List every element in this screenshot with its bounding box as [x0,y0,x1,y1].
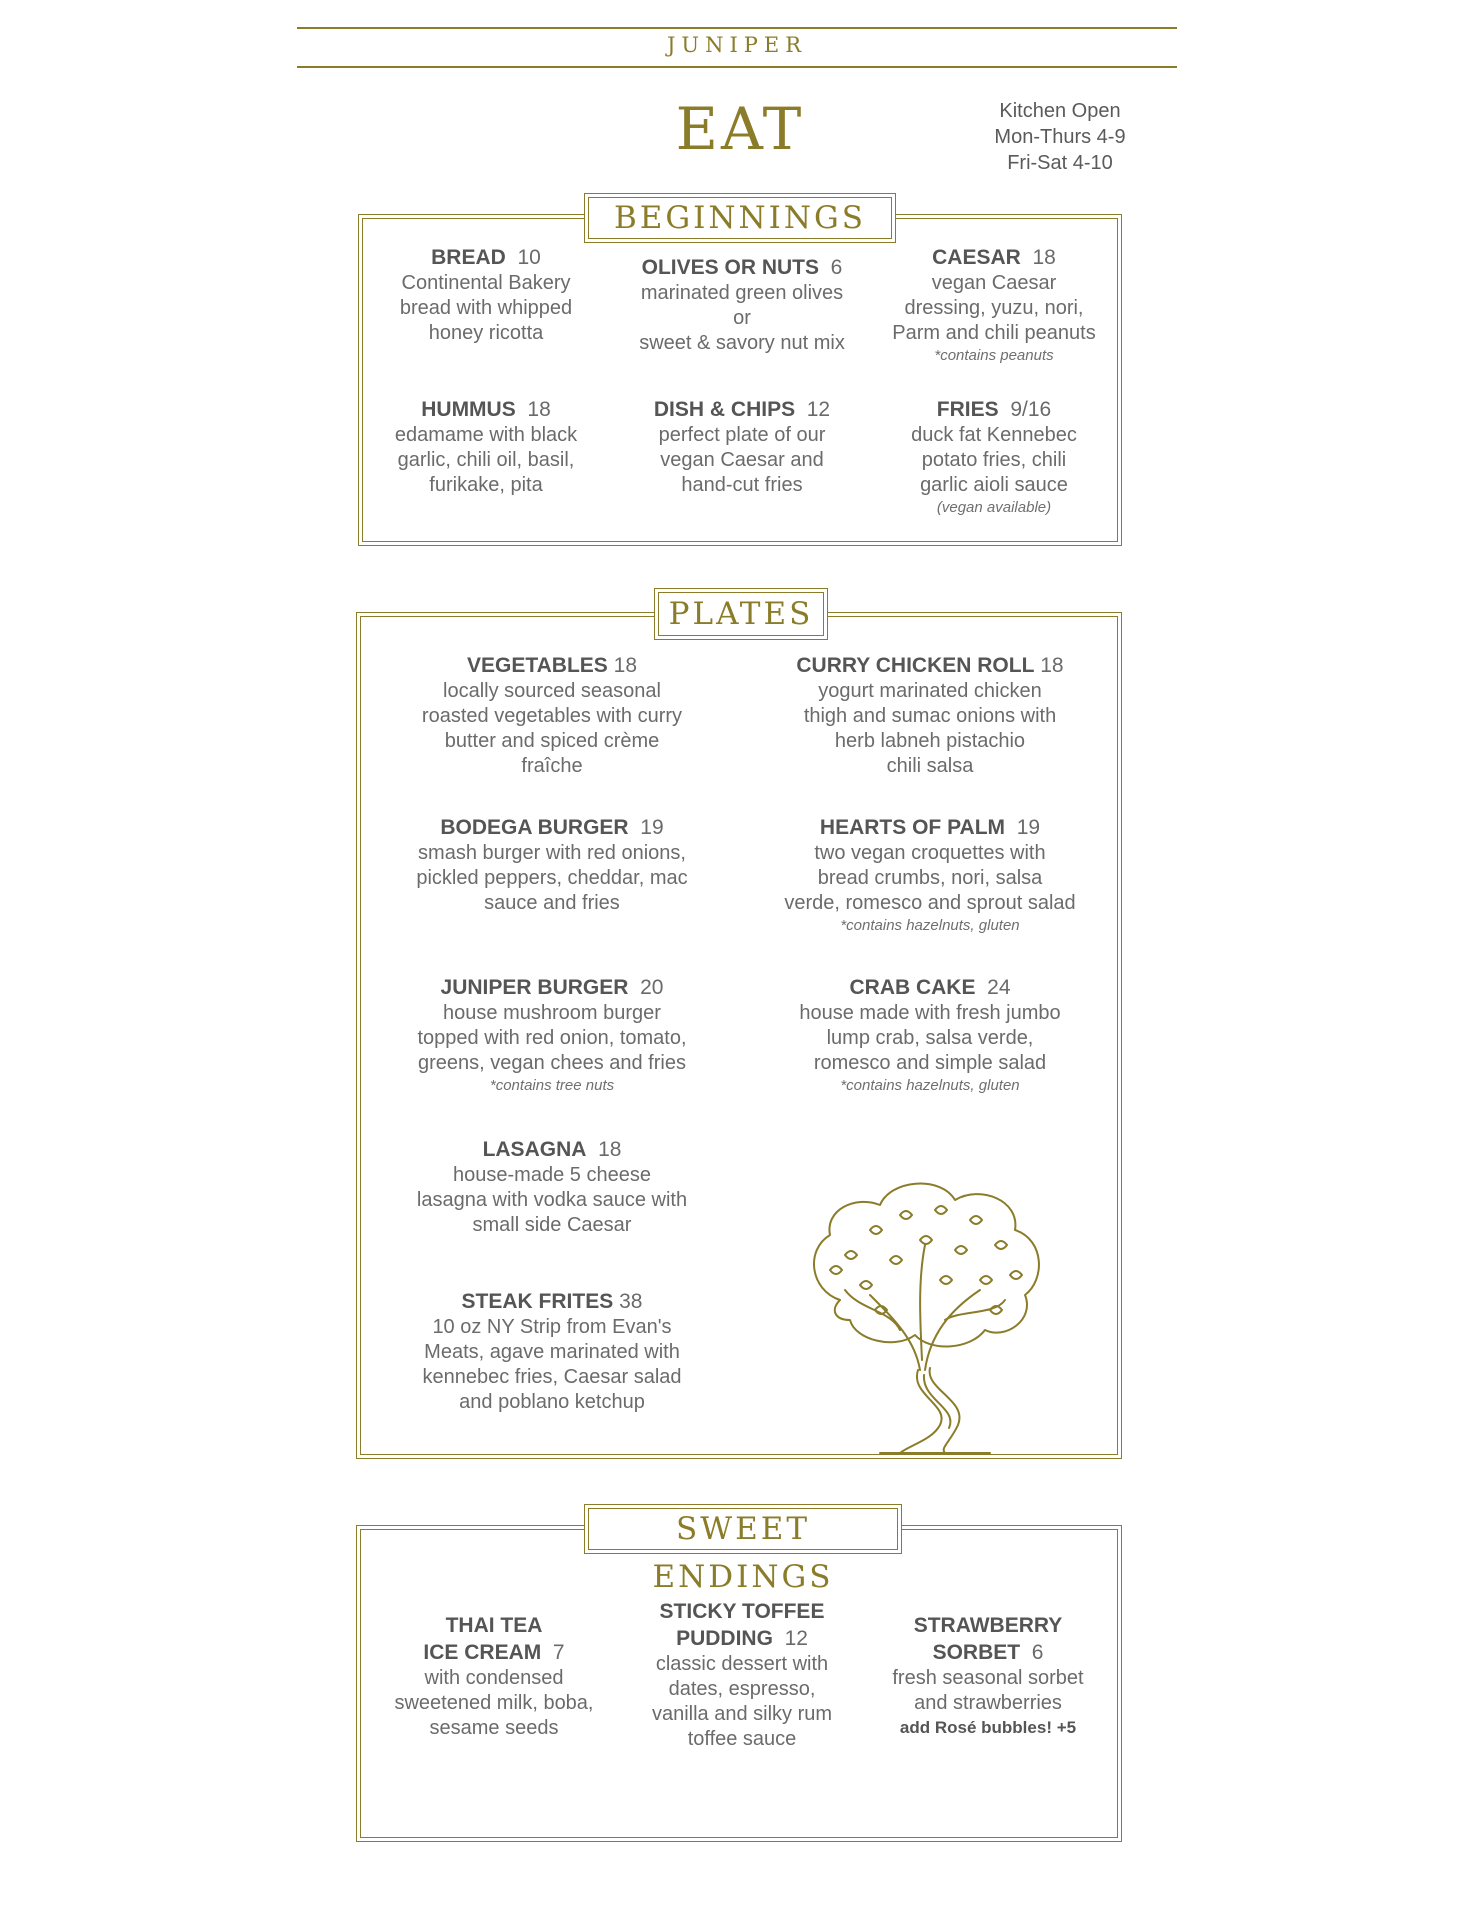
item-desc: romesco and simple salad [813,1052,1047,1074]
item-desc: bread with whipped [399,297,573,319]
menu-item-fries [874,396,1114,517]
item-desc: kennebec fries, Caesar salad [422,1366,682,1388]
item-desc: small side Caesar [472,1214,632,1236]
sweet-endings-label-box [584,1504,902,1595]
menu-item-bodega-burger [392,814,712,916]
item-price: 7 [552,1641,565,1664]
item-desc: thigh and sumac onions with [803,705,1057,727]
item-name: DISH & CHIPS [653,398,796,421]
item-desc: sweetened milk, boba, [394,1692,594,1714]
item-desc: sauce and fries [484,892,620,914]
item-price: 12 [784,1627,808,1650]
item-price: 38 [619,1290,643,1313]
item-desc: herb labneh pistachio [834,730,1026,752]
item-desc: verde, romesco and sprout salad [784,892,1076,914]
item-note: *contains hazelnuts, gluten [840,917,1020,934]
menu-item-dish-and-chips [606,396,878,498]
item-desc: honey ricotta [428,322,544,344]
menu-item-steak-frites [392,1288,712,1415]
item-desc: and strawberries [914,1692,1062,1714]
item-price: 18 [613,654,637,677]
item-name: ICE CREAM [423,1641,542,1664]
item-name: FRIES [936,398,999,421]
item-desc: chili salsa [886,755,974,777]
item-desc: vegan Caesar [931,272,1057,294]
item-price: 18 [598,1138,622,1161]
menu-item-sticky-toffee-pudding [624,1598,860,1752]
menu-item-thai-tea-ice-cream [372,1612,616,1741]
hours-line: Kitchen Open [999,100,1121,122]
menu-item-juniper-burger [392,974,712,1095]
item-name: THAI TEA [445,1614,543,1637]
menu-item-vegetables [392,652,712,779]
item-desc: vegan Caesar and [660,449,824,471]
item-name: SORBET [932,1641,1021,1664]
item-desc: Meats, agave marinated with [424,1341,680,1363]
item-desc: garlic, chili oil, basil, [397,449,575,471]
item-name: CURRY CHICKEN ROLL [796,654,1035,677]
item-desc: yogurt marinated chicken [818,680,1042,702]
item-price: 24 [987,976,1011,999]
item-desc: toffee sauce [687,1728,797,1750]
brand-name: JUNIPER [666,33,808,57]
item-name: HUMMUS [421,398,516,421]
item-desc: classic dessert with [655,1653,829,1675]
item-desc: or [733,307,751,329]
kitchen-hours [960,98,1160,176]
juniper-tree-icon [800,1170,1060,1455]
item-note: (vegan available) [936,499,1052,516]
item-desc: lasagna with vodka sauce with [416,1189,688,1211]
item-desc: fraîche [521,755,583,777]
header-bottom-rule [297,66,1177,68]
item-desc: topped with red onion, tomato, [417,1027,687,1049]
item-desc: locally sourced seasonal [443,680,661,702]
menu-item-bread [368,244,604,346]
hours-line: Mon-Thurs 4-9 [994,126,1126,148]
item-price: 9/16 [1010,398,1052,421]
item-price: 10 [517,246,541,269]
item-name: BODEGA BURGER [440,816,629,839]
item-desc: furikake, pita [429,474,543,496]
menu-item-hummus [368,396,604,498]
menu-item-hearts-of-palm [770,814,1090,935]
item-desc: roasted vegetables with curry [421,705,683,727]
item-price: 18 [527,398,551,421]
item-name: STEAK FRITES [461,1290,614,1313]
section-label: SWEET ENDINGS [652,1511,834,1595]
item-desc: dates, espresso, [668,1678,816,1700]
item-name: STICKY TOFFEE [659,1600,825,1623]
menu-item-crab-cake [770,974,1090,1095]
item-desc: vanilla and silky rum [651,1703,833,1725]
item-desc: perfect plate of our [658,424,826,446]
item-desc: fresh seasonal sorbet [892,1667,1084,1689]
item-price: 18 [1032,246,1056,269]
item-name: VEGETABLES [467,654,608,677]
menu-item-caesar [874,244,1114,365]
item-desc: dressing, yuzu, nori, [904,297,1084,319]
item-desc: Continental Bakery [401,272,571,294]
menu-item-strawberry-sorbet [870,1612,1106,1740]
item-desc: house mushroom burger [443,1002,661,1024]
item-desc: lump crab, salsa verde, [826,1027,1034,1049]
item-price: 6 [1031,1641,1044,1664]
item-desc: and poblano ketchup [459,1391,645,1413]
item-desc: two vegan croquettes with [814,842,1046,864]
item-price: 20 [640,976,664,999]
section-label: BEGINNINGS [613,200,867,236]
menu-item-olives-or-nuts [606,254,878,356]
header-top-rule [297,27,1177,29]
item-desc: smash burger with red onions, [418,842,686,864]
item-name: HEARTS OF PALM [819,816,1006,839]
item-price: 19 [1016,816,1041,839]
item-desc: bread crumbs, nori, salsa [817,867,1043,889]
item-name: CRAB CAKE [849,976,976,999]
item-name: CAESAR [932,246,1021,269]
item-price: 6 [830,256,843,279]
item-addon: add Rosé bubbles! +5 [899,1718,1077,1737]
item-desc: sesame seeds [429,1717,559,1739]
item-desc: duck fat Kennebec [911,424,1077,446]
item-name: OLIVES OR NUTS [641,256,819,279]
item-price: 12 [806,398,831,421]
hours-line: Fri-Sat 4-10 [1007,152,1113,174]
menu-item-curry-chicken-roll [770,652,1090,779]
item-desc: with condensed [424,1667,564,1689]
item-name: PUDDING [676,1627,773,1650]
item-note: *contains peanuts [934,347,1054,364]
item-desc: pickled peppers, cheddar, mac [416,867,688,889]
item-price: 18 [1040,654,1064,677]
item-desc: edamame with black [394,424,578,446]
item-desc: marinated green olives [640,282,844,304]
menu-item-lasagna [392,1136,712,1238]
section-label: PLATES [668,596,814,632]
item-desc: house made with fresh jumbo [799,1002,1061,1024]
item-price: 19 [640,816,664,839]
item-desc: 10 oz NY Strip from Evan's [432,1316,672,1338]
item-name: LASAGNA [482,1138,587,1161]
plates-label-box [654,588,828,640]
item-desc: Parm and chili peanuts [892,322,1096,344]
page-title: EAT [675,95,805,163]
item-name: BREAD [431,246,506,269]
beginnings-label-box [584,193,896,243]
item-name: JUNIPER BURGER [440,976,629,999]
item-note: *contains tree nuts [489,1077,615,1094]
item-desc: house-made 5 cheese [453,1164,651,1186]
item-desc: potato fries, chili [921,449,1067,471]
item-desc: greens, vegan chees and fries [418,1052,686,1074]
item-desc: garlic aioli sauce [920,474,1068,496]
item-note: *contains hazelnuts, gluten [840,1077,1020,1094]
item-desc: hand-cut fries [681,474,803,496]
item-desc: butter and spiced crème [444,730,660,752]
item-name: STRAWBERRY [913,1614,1063,1637]
item-desc: sweet & savory nut mix [639,332,845,354]
